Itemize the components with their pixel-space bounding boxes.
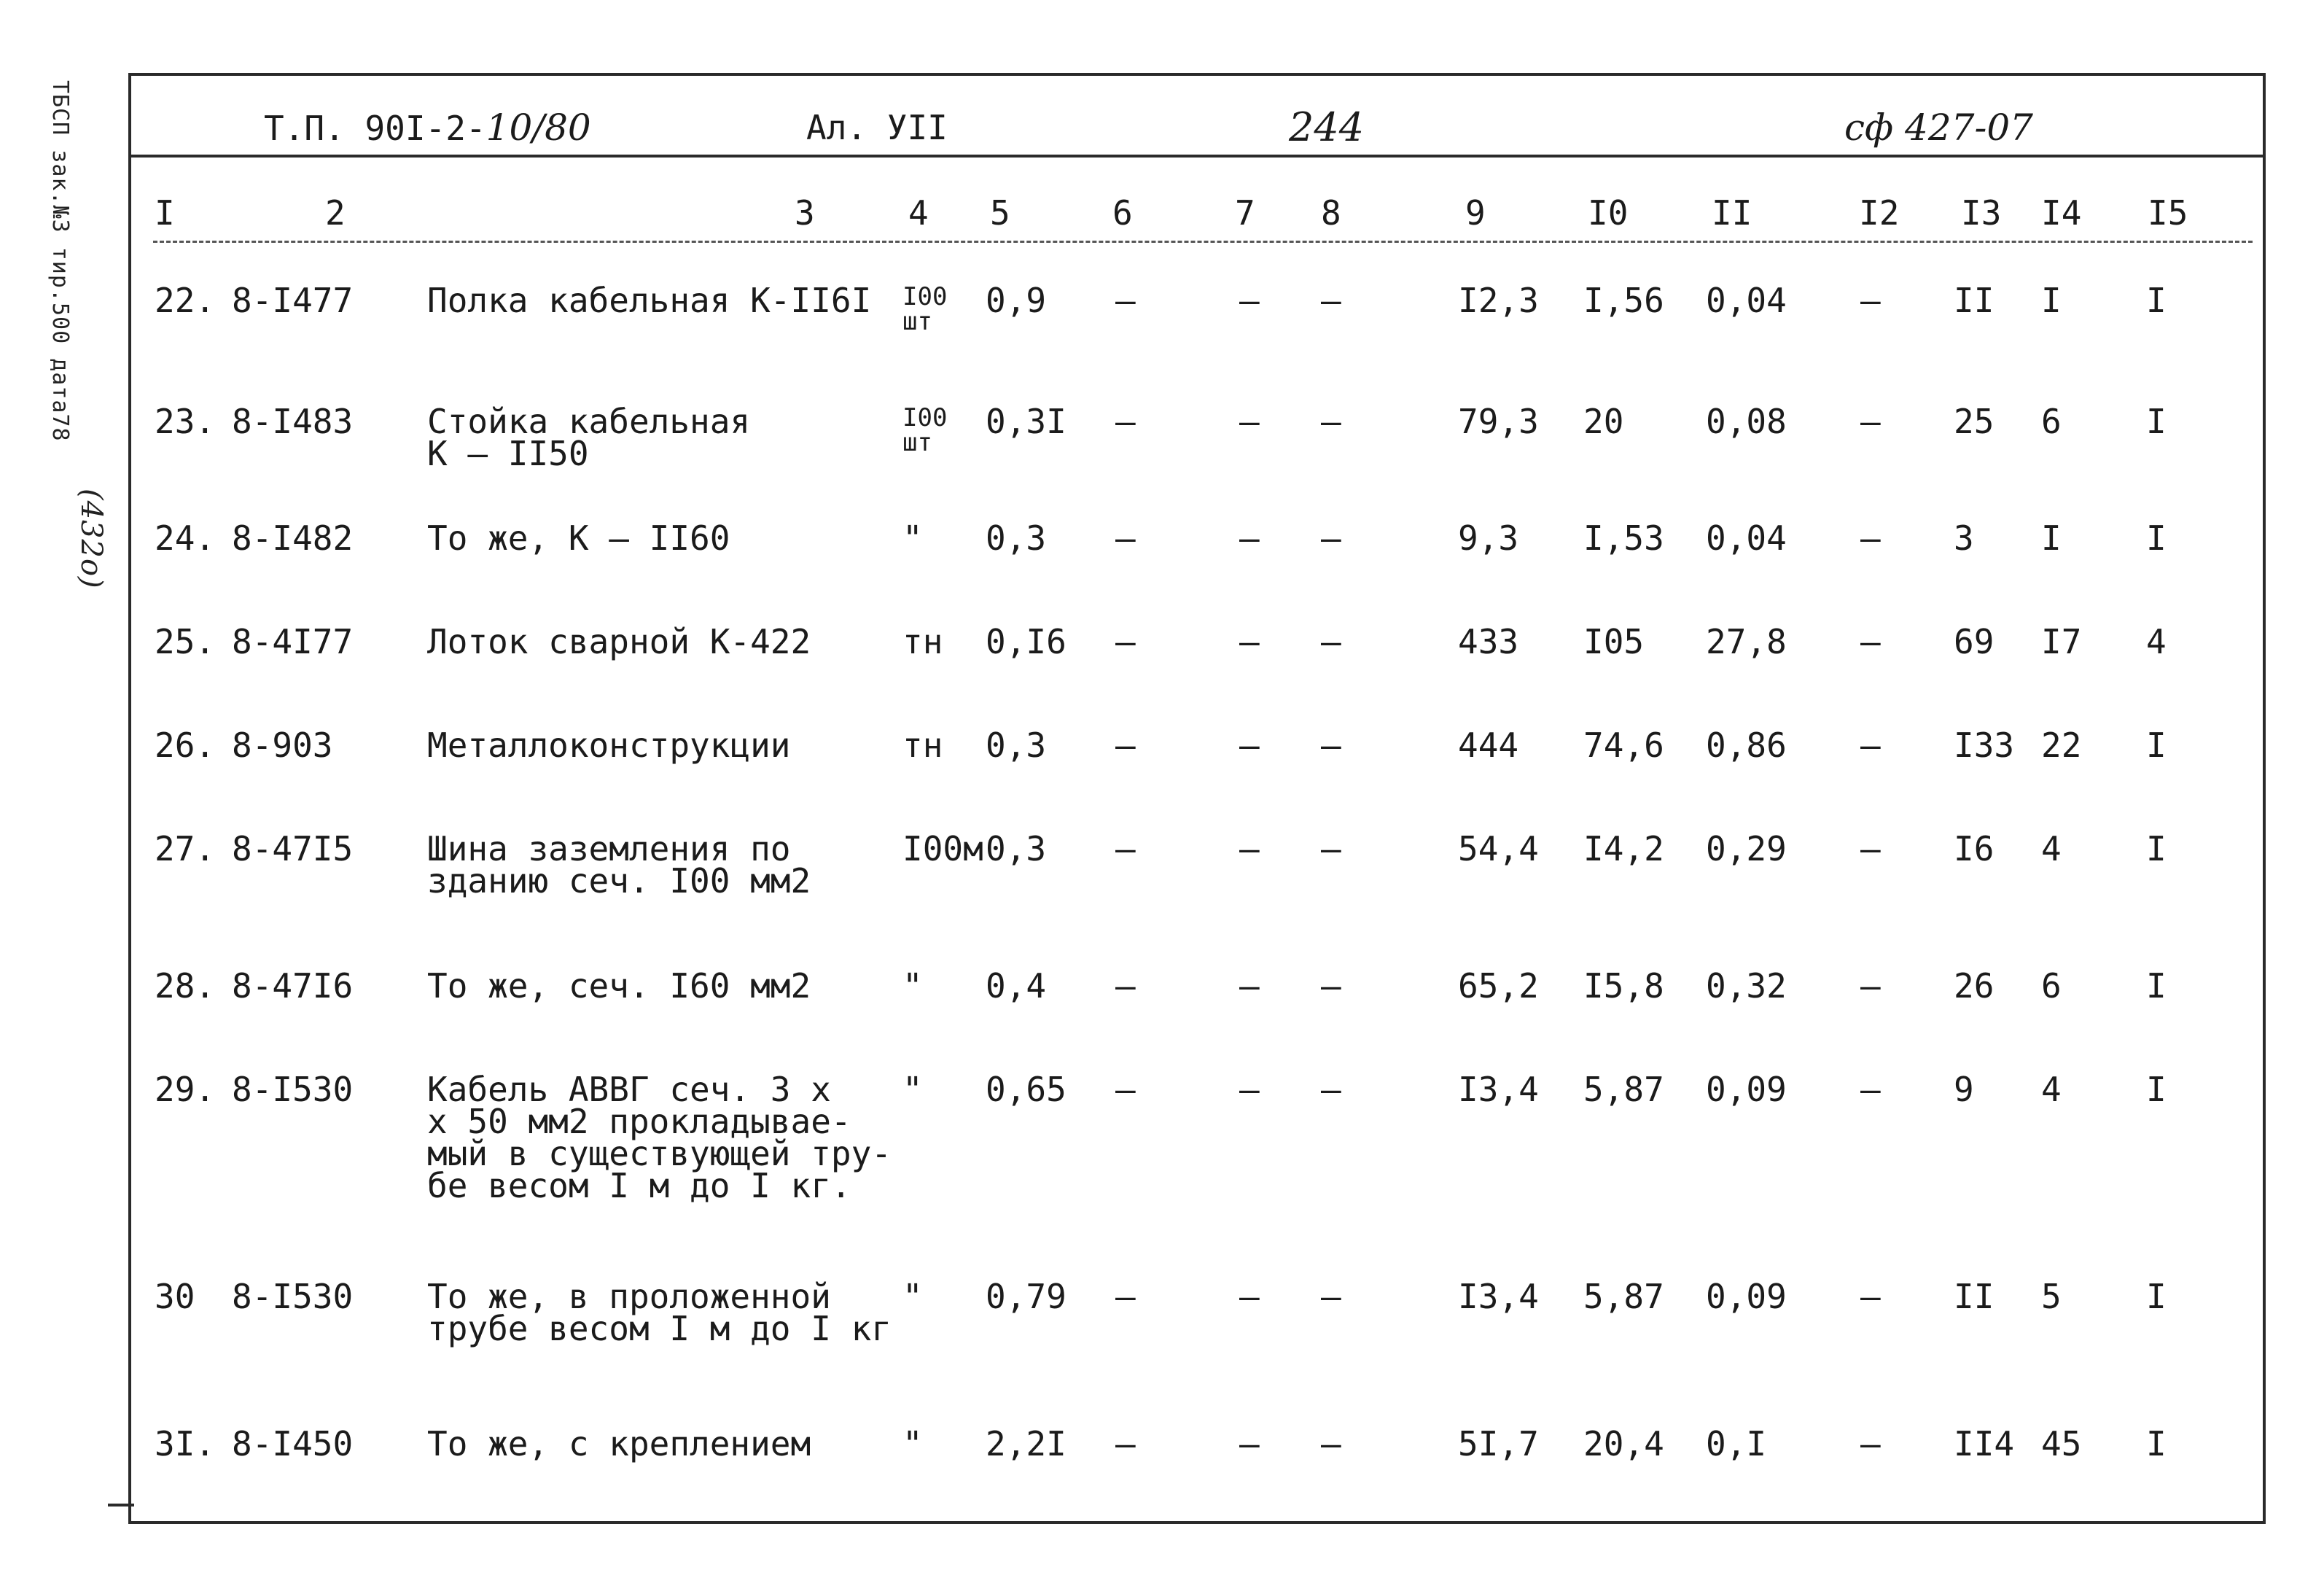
cell-c13: 25	[1954, 402, 1994, 441]
cell-c8: –	[1321, 1424, 1341, 1463]
cell-c10: I4,2	[1583, 829, 1664, 868]
cell-c6: –	[1115, 1070, 1136, 1109]
cell-c8: –	[1321, 829, 1341, 868]
frame-corner-mark	[108, 1504, 134, 1506]
cell-c10: I05	[1583, 622, 1645, 661]
column-header-14: I4	[2041, 193, 2082, 233]
cell-name: Шина заземления по зданию сеч. I00 мм2	[427, 829, 811, 901]
cell-unit: "	[902, 518, 923, 558]
cell-c10: 5,87	[1583, 1277, 1664, 1316]
cell-unit: тн	[902, 622, 943, 661]
cell-c14: 45	[2041, 1424, 2082, 1463]
cell-c10: I,56	[1583, 281, 1664, 320]
cell-c5: 0,3	[986, 518, 1047, 558]
cell-c9: 65,2	[1458, 966, 1539, 1006]
cell-c15: I	[2146, 518, 2167, 558]
cell-c12: –	[1860, 518, 1881, 558]
cell-c9: I3,4	[1458, 1070, 1539, 1109]
cell-code: 8-I477	[232, 281, 354, 320]
cell-c13: II4	[1954, 1424, 2015, 1463]
cell-c15: I	[2146, 1424, 2167, 1463]
cell-c6: –	[1115, 726, 1136, 765]
cell-c10: 20,4	[1583, 1424, 1664, 1463]
cell-c9: 444	[1458, 726, 1519, 765]
cell-c9: 54,4	[1458, 829, 1539, 868]
column-header-7: 7	[1235, 193, 1255, 233]
cell-n: 30	[155, 1277, 195, 1316]
cell-c9: 79,3	[1458, 402, 1539, 441]
cell-name: Кабель АВВГ сеч. 3 х х 50 мм2 прокладывае- мый в существующей тру- бе весом I м до I кг.	[427, 1070, 892, 1205]
cell-c11: 0,86	[1706, 726, 1787, 765]
cell-c9: 5I,7	[1458, 1424, 1539, 1463]
cell-c9: I2,3	[1458, 281, 1539, 320]
cell-c11: 0,09	[1706, 1277, 1787, 1316]
cell-n: 24.	[155, 518, 216, 558]
column-header-6: 6	[1112, 193, 1133, 233]
cell-unit: I00 шт	[902, 403, 948, 457]
project-number	[264, 106, 591, 149]
side-stamp-text: ТБСП зак.№3 тир.500 дата78	[47, 80, 73, 442]
cell-c10: 5,87	[1583, 1070, 1664, 1109]
cell-c14: 5	[2041, 1277, 2062, 1316]
cell-code: 8-47I5	[232, 829, 354, 868]
cell-n: 28.	[155, 966, 216, 1006]
cell-c12: –	[1860, 1424, 1881, 1463]
column-header-4: 4	[908, 193, 929, 233]
column-header-1: I	[155, 193, 175, 233]
cell-code: 8-I482	[232, 518, 354, 558]
cell-c7: –	[1239, 1424, 1260, 1463]
cell-c7: –	[1239, 966, 1260, 1006]
cell-c7: –	[1239, 402, 1260, 441]
cell-c10: I5,8	[1583, 966, 1664, 1006]
cell-c8: –	[1321, 1070, 1341, 1109]
cell-code: 8-I530	[232, 1070, 354, 1109]
cell-c15: I	[2146, 966, 2167, 1006]
cell-c7: –	[1239, 726, 1260, 765]
cell-c11: 0,04	[1706, 281, 1787, 320]
cell-name: То же, с креплением	[427, 1424, 811, 1463]
cell-c8: –	[1321, 966, 1341, 1006]
cell-c14: 22	[2041, 726, 2082, 765]
cell-c5: 0,79	[986, 1277, 1067, 1316]
cell-code: 8-I483	[232, 402, 354, 441]
cell-c5: 0,4	[986, 966, 1047, 1006]
cell-c5: 0,3	[986, 829, 1047, 868]
cell-c14: I7	[2041, 622, 2082, 661]
cell-n: 29.	[155, 1070, 216, 1109]
cell-n: 23.	[155, 402, 216, 441]
cell-name: Стойка кабельная К – II50	[427, 402, 751, 473]
cell-c15: I	[2146, 1277, 2167, 1316]
cell-c9: 433	[1458, 622, 1519, 661]
cell-c6: –	[1115, 1277, 1136, 1316]
cell-c11: 0,I	[1706, 1424, 1767, 1463]
cell-name: Металлоконструкции	[427, 726, 791, 765]
cell-c10: 74,6	[1583, 726, 1664, 765]
project-handwritten: 10/80	[486, 106, 591, 149]
cell-c12: –	[1860, 281, 1881, 320]
cell-c12: –	[1860, 1277, 1881, 1316]
cell-c12: –	[1860, 829, 1881, 868]
cell-c6: –	[1115, 518, 1136, 558]
cell-n: 27.	[155, 829, 216, 868]
cell-code: 8-903	[232, 726, 333, 765]
header-divider	[131, 155, 2263, 158]
cell-code: 8-47I6	[232, 966, 354, 1006]
side-stamp	[42, 80, 108, 620]
cell-c13: 3	[1954, 518, 1974, 558]
column-header-divider	[153, 241, 2253, 243]
cell-c9: I3,4	[1458, 1277, 1539, 1316]
cell-n: 26.	[155, 726, 216, 765]
cell-c6: –	[1115, 1424, 1136, 1463]
cell-c14: 6	[2041, 402, 2062, 441]
cell-c6: –	[1115, 966, 1136, 1006]
column-header-8: 8	[1321, 193, 1341, 233]
cell-unit: I00м	[902, 829, 983, 868]
cell-c6: –	[1115, 281, 1136, 320]
cell-c12: –	[1860, 966, 1881, 1006]
cell-c13: 69	[1954, 622, 1994, 661]
cell-c5: 0,I6	[986, 622, 1067, 661]
cell-c8: –	[1321, 1277, 1341, 1316]
cell-c14: 4	[2041, 1070, 2062, 1109]
cell-c13: 9	[1954, 1070, 1974, 1109]
cell-c8: –	[1321, 622, 1341, 661]
cell-c5: 2,2I	[986, 1424, 1067, 1463]
cell-c15: I	[2146, 402, 2167, 441]
column-header-9: 9	[1465, 193, 1486, 233]
cell-name: То же, сеч. I60 мм2	[427, 966, 811, 1006]
cell-c15: I	[2146, 281, 2167, 320]
cell-c13: II	[1954, 281, 1994, 320]
column-header-5: 5	[990, 193, 1010, 233]
cell-c7: –	[1239, 281, 1260, 320]
cell-unit: "	[902, 1277, 923, 1316]
cell-c11: 0,08	[1706, 402, 1787, 441]
cell-c5: 0,3I	[986, 402, 1067, 441]
cell-c11: 0,29	[1706, 829, 1787, 868]
cell-c15: 4	[2146, 622, 2167, 661]
column-header-15: I5	[2148, 193, 2188, 233]
column-header-3: 3	[795, 193, 815, 233]
cell-name: То же, в проложенной трубе весом I м до I кг	[427, 1277, 892, 1348]
cell-c10: I,53	[1583, 518, 1664, 558]
cell-c10: 20	[1583, 402, 1624, 441]
cell-c13: 26	[1954, 966, 1994, 1006]
page-number: 244	[1289, 104, 1365, 150]
document-code: сф 427-07	[1844, 106, 2033, 149]
cell-c7: –	[1239, 829, 1260, 868]
column-header-13: I3	[1961, 193, 2002, 233]
cell-n: 22.	[155, 281, 216, 320]
cell-c8: –	[1321, 281, 1341, 320]
cell-c8: –	[1321, 518, 1341, 558]
cell-c14: 6	[2041, 966, 2062, 1006]
cell-unit: "	[902, 1424, 923, 1463]
cell-c14: I	[2041, 281, 2062, 320]
cell-c7: –	[1239, 622, 1260, 661]
cell-c6: –	[1115, 622, 1136, 661]
cell-c8: –	[1321, 726, 1341, 765]
cell-c15: I	[2146, 1070, 2167, 1109]
cell-c6: –	[1115, 829, 1136, 868]
column-header-11: II	[1712, 193, 1752, 233]
cell-c13: II	[1954, 1277, 1994, 1316]
cell-c13: I6	[1954, 829, 1994, 868]
cell-c7: –	[1239, 1070, 1260, 1109]
cell-code: 8-4I77	[232, 622, 354, 661]
cell-c11: 0,04	[1706, 518, 1787, 558]
cell-c12: –	[1860, 726, 1881, 765]
cell-c13: I33	[1954, 726, 2015, 765]
cell-c11: 27,8	[1706, 622, 1787, 661]
side-stamp-handwritten: (432о)	[74, 489, 108, 589]
cell-unit: тн	[902, 726, 943, 765]
cell-c14: 4	[2041, 829, 2062, 868]
cell-c15: I	[2146, 726, 2167, 765]
column-header-2: 2	[325, 193, 346, 233]
cell-c12: –	[1860, 402, 1881, 441]
cell-c11: 0,32	[1706, 966, 1787, 1006]
cell-unit: "	[902, 1070, 923, 1109]
cell-code: 8-I450	[232, 1424, 354, 1463]
cell-c8: –	[1321, 402, 1341, 441]
cell-code: 8-I530	[232, 1277, 354, 1316]
column-header-12: I2	[1859, 193, 1900, 233]
cell-n: 3I.	[155, 1424, 216, 1463]
cell-name: Полка кабельная К-II6I	[427, 281, 872, 320]
column-header-10: I0	[1588, 193, 1629, 233]
cell-unit: I00 шт	[902, 282, 948, 336]
cell-name: То же, К – II60	[427, 518, 730, 558]
cell-c5: 0,3	[986, 726, 1047, 765]
cell-c12: –	[1860, 622, 1881, 661]
cell-c7: –	[1239, 518, 1260, 558]
cell-c11: 0,09	[1706, 1070, 1787, 1109]
cell-n: 25.	[155, 622, 216, 661]
cell-c6: –	[1115, 402, 1136, 441]
cell-c5: 0,65	[986, 1070, 1067, 1109]
project-prefix: Т.П. 90I-2-	[264, 109, 486, 148]
cell-c15: I	[2146, 829, 2167, 868]
cell-c12: –	[1860, 1070, 1881, 1109]
album-label: Ал. УII	[806, 108, 948, 147]
cell-c9: 9,3	[1458, 518, 1519, 558]
cell-c7: –	[1239, 1277, 1260, 1316]
cell-unit: "	[902, 966, 923, 1006]
cell-name: Лоток сварной К-422	[427, 622, 811, 661]
cell-c14: I	[2041, 518, 2062, 558]
cell-c5: 0,9	[986, 281, 1047, 320]
